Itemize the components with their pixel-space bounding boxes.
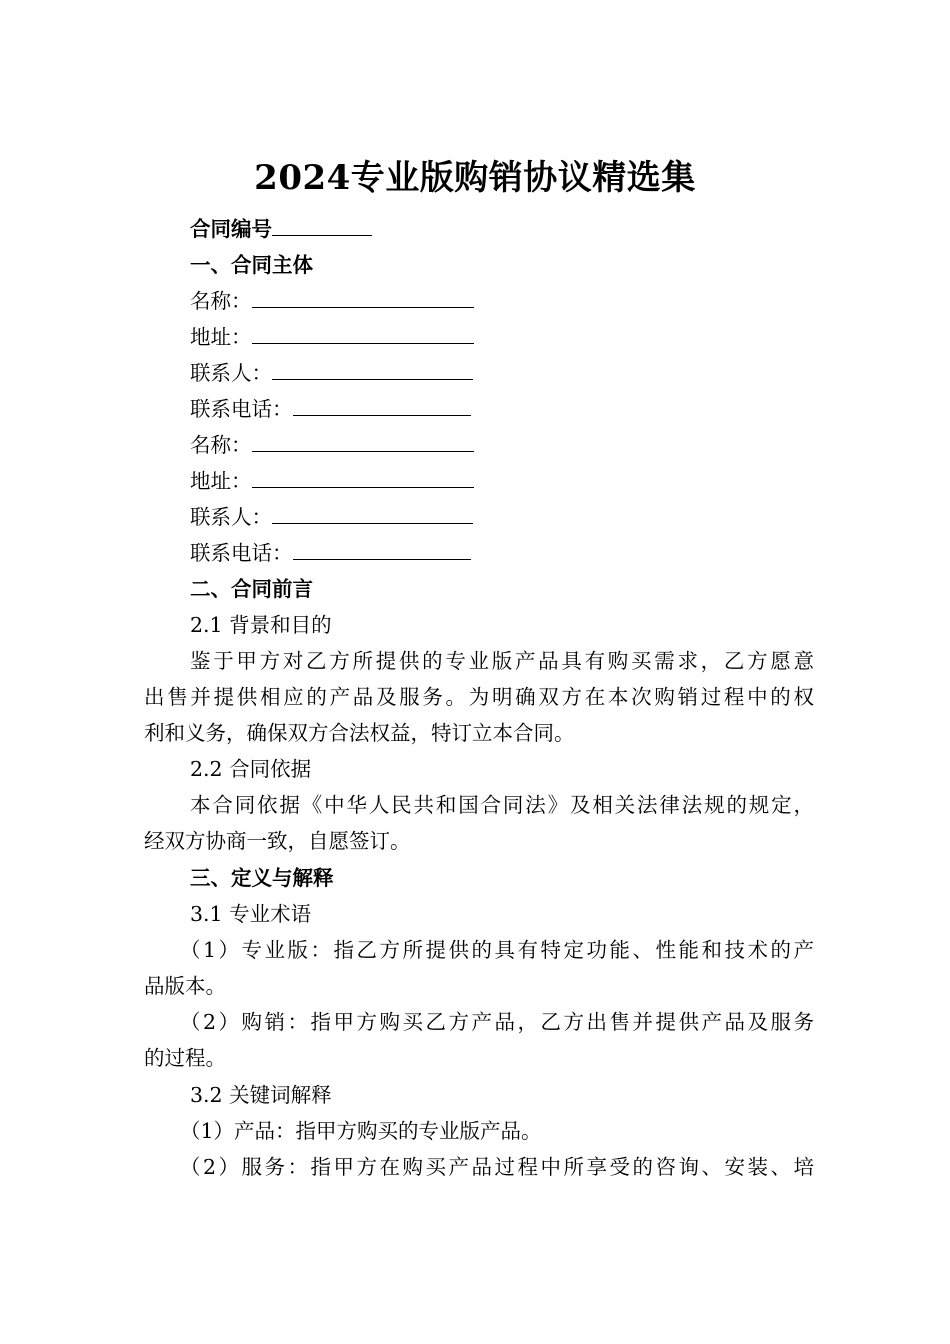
party-b-contact-row xyxy=(190,499,814,535)
party-a-address-blank[interactable] xyxy=(252,321,474,344)
party-b-name-blank[interactable] xyxy=(252,429,474,452)
party-b-contact-blank[interactable] xyxy=(272,501,473,524)
contract-number-label: 合同编号 xyxy=(190,217,272,241)
section-1-heading: 一、合同主体 xyxy=(190,253,313,277)
contract-number-blank[interactable] xyxy=(272,213,372,236)
party-a-phone-label: 联系电话： xyxy=(190,397,293,421)
party-a-contact-row xyxy=(190,355,814,391)
party-b-name-row xyxy=(190,427,814,463)
section-3-1-title: 3.1 专业术语 xyxy=(190,902,312,926)
party-a-name-blank[interactable] xyxy=(252,285,474,308)
party-b-address-row xyxy=(190,463,814,499)
party-a-address-label: 地址： xyxy=(190,325,252,349)
party-b-phone-label: 联系电话： xyxy=(190,541,293,565)
section-3-heading: 三、定义与解释 xyxy=(190,866,334,890)
section-2-heading: 二、合同前言 xyxy=(190,577,313,601)
list-item-line: 品版本。 xyxy=(144,974,226,998)
party-b-phone-row xyxy=(190,535,814,571)
list-item-line: （1）产品：指甲方购买的专业版产品。 xyxy=(180,1119,542,1143)
party-a-contact-blank[interactable] xyxy=(272,357,473,380)
paragraph-line: 利和义务，确保双方合法权益，特订立本合同。 xyxy=(144,721,575,745)
section-3-2-title: 3.2 关键词解释 xyxy=(190,1083,332,1107)
list-item-line: （1）专业版：指乙方所提供的具有特定功能、性能和技术的产 xyxy=(180,938,814,962)
contract-number-row xyxy=(190,211,814,247)
list-item-line: （2）服务：指甲方在购买产品过程中所享受的咨询、安装、培 xyxy=(180,1155,814,1179)
paragraph-line: 鉴于甲方对乙方所提供的专业版产品具有购买需求，乙方愿意 xyxy=(190,649,814,673)
party-b-address-label: 地址： xyxy=(190,469,252,493)
party-a-phone-row xyxy=(190,391,814,427)
section-2-2-title: 2.2 合同依据 xyxy=(190,757,312,781)
party-a-name-row xyxy=(190,283,814,319)
party-b-name-label: 名称： xyxy=(190,433,252,457)
party-b-phone-blank[interactable] xyxy=(293,537,471,560)
party-a-name-label: 名称： xyxy=(190,289,252,313)
party-a-phone-blank[interactable] xyxy=(293,393,471,416)
paragraph-line: 出售并提供相应的产品及服务。为明确双方在本次购销过程中的权 xyxy=(144,685,814,709)
document-title: 2024专业版购销协议精选集 xyxy=(254,158,696,198)
list-item-line: 的过程。 xyxy=(144,1046,226,1070)
paragraph-line: 本合同依据《中华人民共和国合同法》及相关法律法规的规定， xyxy=(190,793,814,817)
party-a-address-row xyxy=(190,319,814,355)
party-b-contact-label: 联系人： xyxy=(190,505,272,529)
party-b-address-blank[interactable] xyxy=(252,465,474,488)
section-2-1-title: 2.1 背景和目的 xyxy=(190,613,332,637)
list-item-line: （2）购销：指甲方购买乙方产品，乙方出售并提供产品及服务 xyxy=(180,1010,814,1034)
paragraph-line: 经双方协商一致，自愿签订。 xyxy=(144,829,411,853)
party-a-contact-label: 联系人： xyxy=(190,361,272,385)
